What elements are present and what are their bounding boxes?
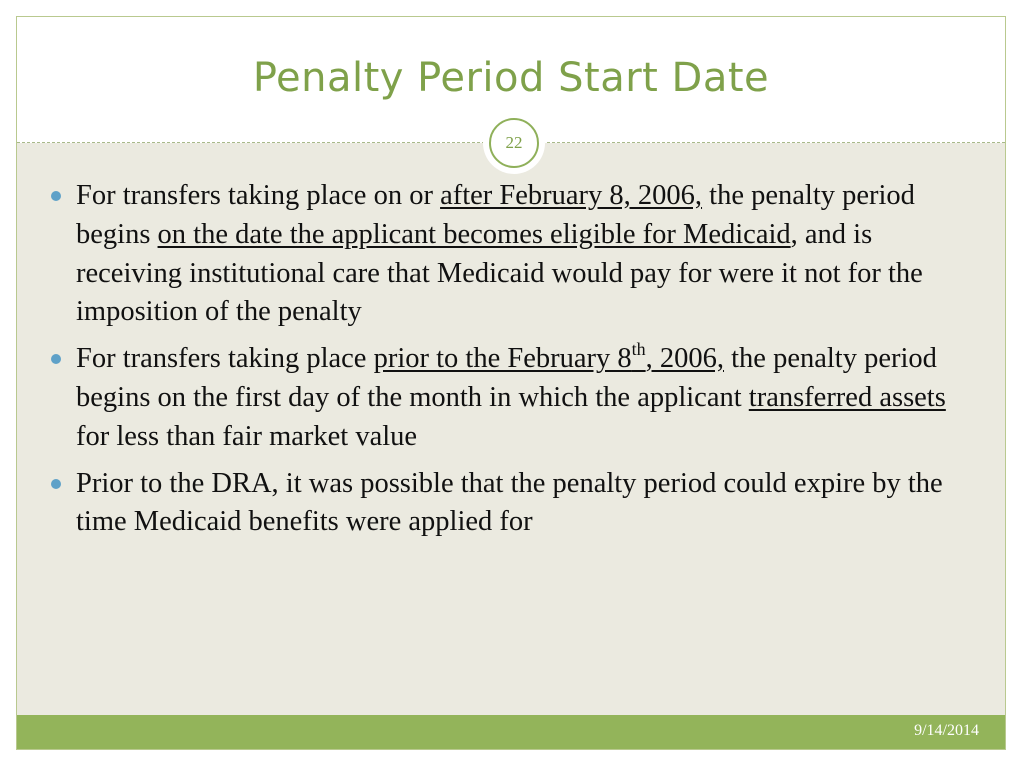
underlined-text (373, 338, 724, 375)
underlined-text: after February 8, 2006, (440, 180, 703, 211)
bullet-icon (51, 354, 61, 364)
slide (16, 16, 1006, 750)
page-number-badge (483, 112, 545, 174)
underlined-text: transferred assets (748, 381, 946, 413)
underlined-text: on the date the applicant becomes eligible for Medicaid (157, 218, 791, 250)
footer-bar (17, 715, 1005, 749)
bullet-text: , and is receiving institutional care that Medicaid would pay for were it not for the imposition of the penalty (76, 218, 923, 328)
underlined-text-part: prior to the February 8 (373, 343, 632, 375)
bullet-text: For transfers taking place on or (76, 180, 441, 211)
bullet-item (51, 465, 981, 543)
ordinal-suffix: th (631, 338, 646, 359)
underlined-text-part: , 2006, (645, 343, 724, 375)
bullet-text: the penalty period begins (76, 180, 915, 250)
bullet-icon (51, 191, 61, 201)
bullet-text: the penalty period begins on the first day of the month in which the applicant (76, 343, 937, 413)
bullet-item (51, 340, 981, 456)
slide-title: Penalty Period Start Date (252, 55, 770, 101)
bullet-icon (51, 479, 61, 489)
page-number: 22 (489, 118, 539, 168)
bullet-text: For transfers taking place (76, 343, 374, 375)
slide-date: 9/14/2014 (914, 722, 979, 739)
bullet-item (51, 177, 981, 332)
bullet-text: for less than fair market value (76, 420, 418, 452)
bullet-list (51, 177, 981, 550)
bullet-text: Prior to the DRA, it was possible that the penalty period could expire by the time Medicaid benefits were applied for (76, 467, 943, 538)
